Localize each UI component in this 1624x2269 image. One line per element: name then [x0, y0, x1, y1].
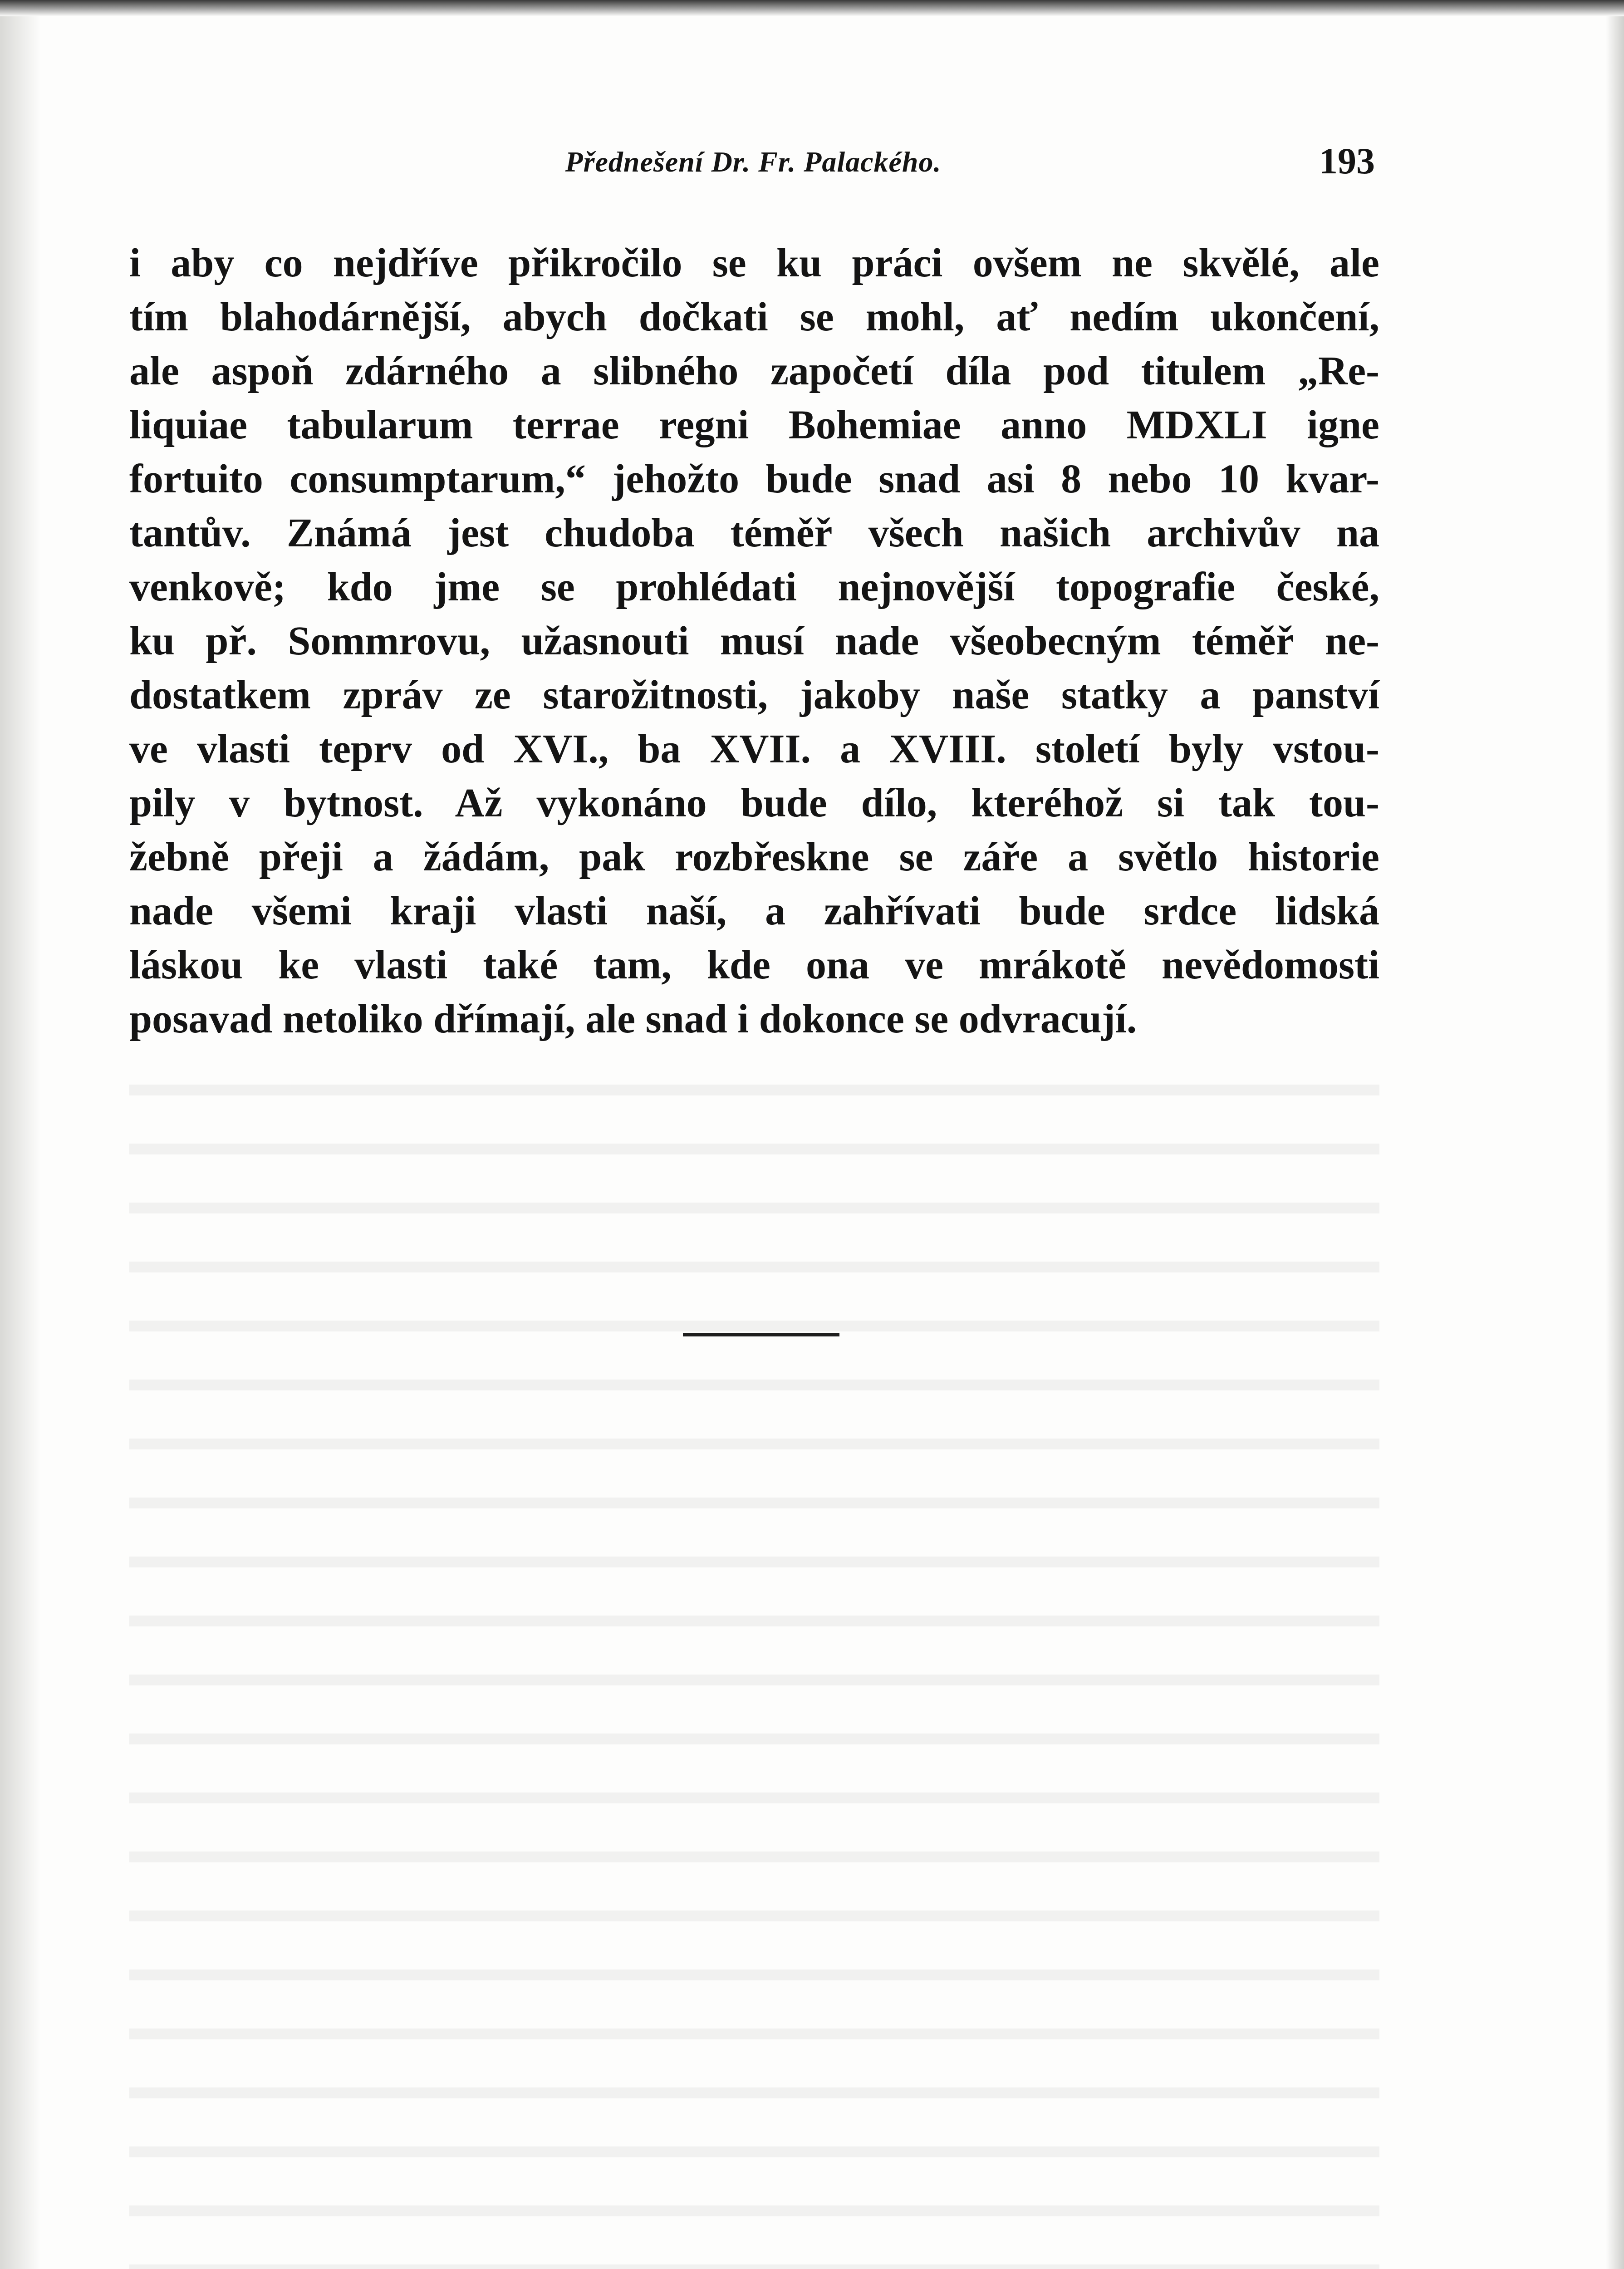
body-paragraph: [129, 236, 1379, 1046]
text-line: posavad netoliko dřímají, ale snad i dokonce se odvracují.: [129, 997, 1137, 1041]
show-through-texture: [129, 1057, 1379, 2269]
text-line: žebně přeji a žádám, pak rozbřeskne se záře a světlo historie: [129, 835, 1379, 879]
text-line: liquiae tabularum terrae regni Bohemiae anno MDXLI igne: [129, 403, 1379, 447]
page-header: [132, 132, 1375, 195]
text-line: pily v bytnost. Až vykonáno bude dílo, kteréhož si tak tou-: [129, 781, 1379, 825]
text-line: dostatkem zpráv ze starožitnosti, jakoby naše statky a panství: [129, 673, 1379, 717]
text-line: venkově; kdo jme se prohlédati nejnovější topografie české,: [129, 565, 1379, 609]
scan-shadow-right: [1606, 0, 1624, 2269]
text-line: láskou ke vlasti také tam, kde ona ve mrákotě nevědomosti: [129, 943, 1379, 987]
section-divider: [683, 1333, 839, 1336]
text-line: tím blahodárnější, abych dočkati se mohl, ať nedím ukončení,: [129, 295, 1379, 339]
text-line: nade všemi kraji vlasti naší, a zahřívati bude srdce lidská: [129, 889, 1379, 933]
page-number: 193: [1319, 140, 1375, 182]
text-line: ku př. Sommrovu, užasnouti musí nade všeobecným téměř ne-: [129, 619, 1379, 663]
text-line: ve vlasti teprv od XVI., ba XVII. a XVIII. století byly vstou-: [129, 727, 1379, 771]
text-line: tantův. Známá jest chudoba téměř všech našich archivův na: [129, 511, 1379, 555]
text-line: ale aspoň zdárného a slibného započetí díla pod titulem „Re-: [129, 349, 1379, 393]
running-head: Přednešení Dr. Fr. Palackého.: [565, 146, 942, 178]
scan-shadow-left: [0, 0, 41, 2269]
scan-shadow-top: [0, 0, 1624, 16]
text-line: fortuito consumptarum,“ jehožto bude snad asi 8 nebo 10 kvar-: [129, 457, 1379, 501]
text-line: i aby co nejdříve přikročilo se ku práci ovšem ne skvělé, ale: [129, 241, 1379, 285]
